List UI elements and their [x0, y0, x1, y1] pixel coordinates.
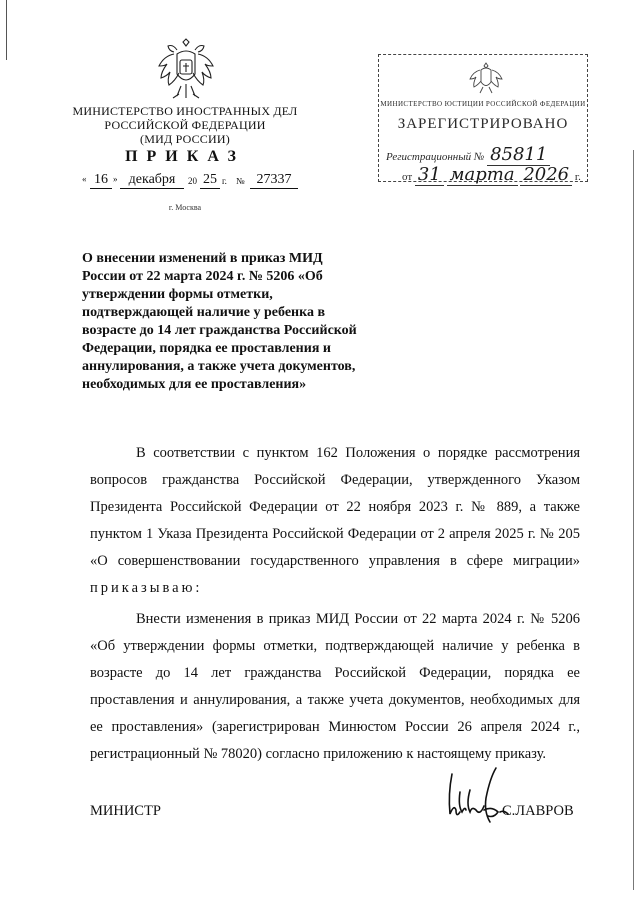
ministry-name — [60, 104, 310, 146]
handwritten-signature — [440, 762, 520, 832]
date-year-prefix: 20 — [188, 176, 197, 186]
order-title: ПРИКАЗ — [125, 148, 245, 165]
stamp-date-day: 31 — [415, 164, 444, 186]
date-open-quote: « — [82, 174, 87, 184]
stamp-date-prefix: от — [402, 171, 413, 183]
order-number: 27337 — [250, 172, 298, 189]
body-paragraph-2: Внести изменения в приказ МИД России от 22 марта 2024 г. № 5206 «Об утверждении формы отметки, подтверждающей наличие у ребенка в возрасте до 14 лет гражданства Российской Федерации, порядка ее проставления и аннулирования, а также учета документов, необходимых для ее проставления» (зарегистрирован Минюстом России 26 апреля 2024 г., регистрационный № 78020) согласно приложению к настоящему приказу. — [90, 611, 580, 762]
stamp-date-month: марта — [447, 164, 518, 186]
stamp-date-line — [402, 164, 581, 185]
body-paragraph-1 — [90, 440, 580, 602]
stamp-authority: МИНИСТЕРСТВО ЮСТИЦИИ РОССИЙСКОЙ ФЕДЕРАЦИИ — [380, 100, 586, 108]
order-date-year: 25 — [200, 172, 220, 189]
order-date-month: декабря — [120, 172, 184, 189]
city-label: г. Москва — [168, 203, 202, 212]
stamp-date-suffix: г. — [574, 171, 581, 183]
scan-edge-line-right — [633, 150, 634, 890]
paragraph-1-text: В соответствии с пунктом 162 Положения о порядке рассмотрения вопросов гражданства Российской Федерации, утвержденного Указом Президента Российской Федерации от 22 ноября 2023 г. № 889, а также пунктом 1 Указа Президента Российской Федерации от 2 апреля 2025 г. № 205 «О совершенствовании государственного управления в сфере миграции» — [90, 445, 580, 569]
ministry-line: РОССИЙСКОЙ ФЕДЕРАЦИИ — [104, 118, 266, 132]
date-year-suffix: г. — [222, 176, 227, 186]
ministry-line: МИНИСТЕРСТВО ИНОСТРАННЫХ ДЕЛ — [72, 104, 298, 118]
stamp-reg-number: 85811 — [487, 144, 550, 166]
number-label: № — [236, 176, 245, 186]
order-date-day: 16 — [90, 172, 112, 189]
stamp-reg-label: Регистрационный № — [386, 151, 485, 163]
date-close-quote: » — [113, 174, 118, 184]
coat-of-arms-emblem — [155, 38, 217, 106]
registration-stamp — [378, 54, 588, 185]
ministry-line: (МИД РОССИИ) — [140, 132, 230, 146]
stamp-emblem-icon — [468, 60, 504, 96]
stamp-date-year: 2026 — [520, 164, 572, 186]
stamp-status: ЗАРЕГИСТРИРОВАНО — [397, 116, 569, 132]
stamp-registration-line — [386, 144, 550, 165]
order-body — [90, 440, 580, 768]
signer-name: С.ЛАВРОВ — [502, 803, 574, 819]
signer-position: МИНИСТР — [90, 803, 161, 819]
order-subject: О внесении изменений в приказ МИД России от 22 марта 2024 г. № 5206 «Об утверждении формы отметки, подтверждающей наличие у ребенка в возрасте до 14 лет гражданства Российской Федерации, порядка ее проставления и аннулирования, а также учета документов, необходимых для ее проставления» — [82, 251, 357, 392]
scan-edge-line — [6, 0, 7, 60]
order-word: приказываю: — [90, 580, 203, 596]
order-dateline — [82, 172, 322, 192]
